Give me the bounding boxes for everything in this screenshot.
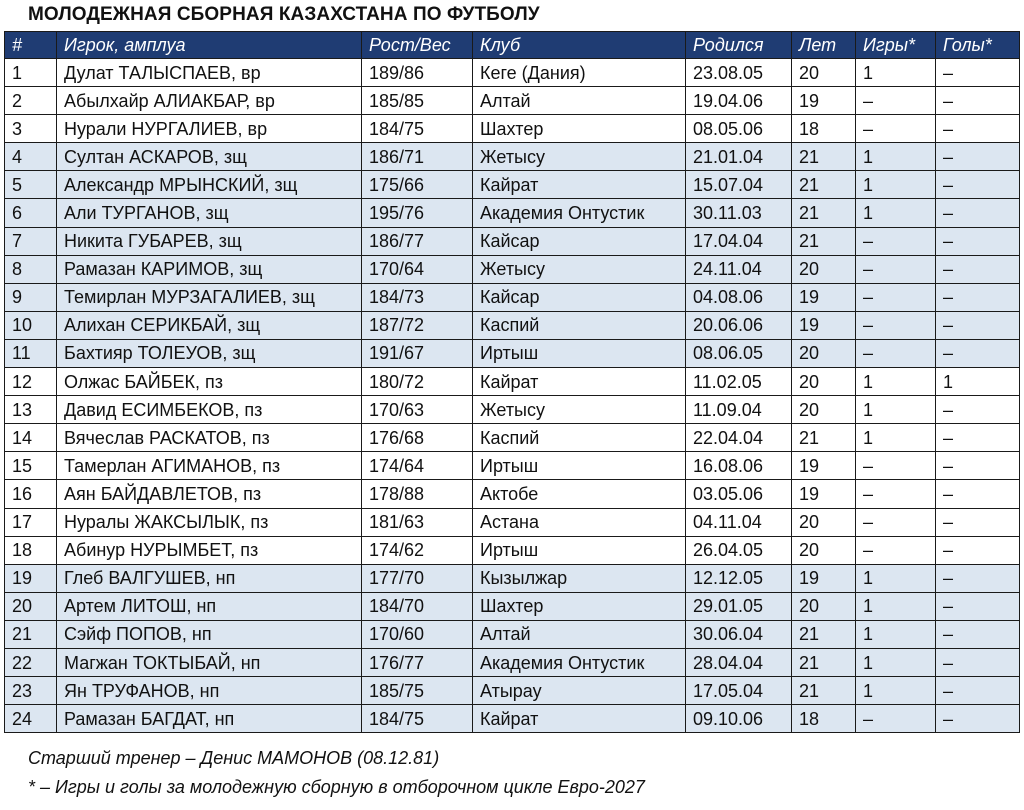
cell-born: 24.11.04 [686, 255, 792, 283]
table-row [5, 59, 1020, 87]
cell-games: 1 [856, 396, 936, 424]
table-row [5, 115, 1020, 143]
cell-club: Кайрат [473, 368, 686, 396]
cell-born: 04.08.06 [686, 283, 792, 311]
cell-number: 23 [5, 677, 57, 705]
cell-height-weight: 184/70 [362, 592, 473, 620]
cell-number: 20 [5, 592, 57, 620]
cell-games: 1 [856, 592, 936, 620]
cell-goals: – [936, 620, 1020, 648]
cell-number: 2 [5, 87, 57, 115]
table-row [5, 368, 1020, 396]
cell-games: – [856, 339, 936, 367]
cell-player: Вячеслав РАСКАТОВ, пз [57, 424, 362, 452]
table-row [5, 480, 1020, 508]
cell-age: 19 [792, 311, 856, 339]
cell-goals: – [936, 283, 1020, 311]
table-row [5, 311, 1020, 339]
cell-goals: – [936, 115, 1020, 143]
cell-player: Глеб ВАЛГУШЕВ, нп [57, 564, 362, 592]
table-row [5, 564, 1020, 592]
cell-games: – [856, 115, 936, 143]
cell-goals: – [936, 564, 1020, 592]
cell-age: 20 [792, 396, 856, 424]
head-coach-note: Старший тренер – Денис МАМОНОВ (08.12.81) [28, 748, 440, 768]
table-row [5, 508, 1020, 536]
cell-player: Рамазан БАГДАТ, нп [57, 705, 362, 733]
table-row [5, 396, 1020, 424]
cell-player: Султан АСКАРОВ, зщ [57, 143, 362, 171]
cell-games: – [856, 480, 936, 508]
cell-height-weight: 185/75 [362, 677, 473, 705]
cell-number: 18 [5, 536, 57, 564]
cell-height-weight: 170/63 [362, 396, 473, 424]
cell-height-weight: 181/63 [362, 508, 473, 536]
table-row [5, 199, 1020, 227]
cell-player: Нуралы ЖАКСЫЛЫК, пз [57, 508, 362, 536]
cell-height-weight: 186/77 [362, 227, 473, 255]
cell-number: 3 [5, 115, 57, 143]
cell-club: Каспий [473, 424, 686, 452]
cell-age: 21 [792, 143, 856, 171]
cell-born: 17.05.04 [686, 677, 792, 705]
column-header-age: Лет [792, 32, 856, 59]
cell-born: 09.10.06 [686, 705, 792, 733]
cell-player: Темирлан МУРЗАГАЛИЕВ, зщ [57, 283, 362, 311]
cell-games: 1 [856, 648, 936, 676]
cell-age: 20 [792, 508, 856, 536]
cell-age: 21 [792, 620, 856, 648]
cell-player: Нурали НУРГАЛИЕВ, вр [57, 115, 362, 143]
cell-club: Кайрат [473, 705, 686, 733]
cell-height-weight: 184/73 [362, 283, 473, 311]
cell-goals: – [936, 59, 1020, 87]
cell-player: Никита ГУБАРЕВ, зщ [57, 227, 362, 255]
cell-player: Абылхайр АЛИАКБАР, вр [57, 87, 362, 115]
cell-games: – [856, 283, 936, 311]
cell-goals: – [936, 705, 1020, 733]
cell-player: Дулат ТАЛЫСПАЕВ, вр [57, 59, 362, 87]
cell-goals: – [936, 592, 1020, 620]
cell-height-weight: 195/76 [362, 199, 473, 227]
cell-number: 4 [5, 143, 57, 171]
cell-games: 1 [856, 368, 936, 396]
cell-goals: – [936, 648, 1020, 676]
cell-goals: – [936, 536, 1020, 564]
roster-body [5, 59, 1020, 733]
footnote: * – Игры и голы за молодежную сборную в отборочном цикле Евро-2027 [28, 777, 645, 797]
cell-player: Сэйф ПОПОВ, нп [57, 620, 362, 648]
cell-height-weight: 174/62 [362, 536, 473, 564]
table-row [5, 227, 1020, 255]
cell-player: Тамерлан АГИМАНОВ, пз [57, 452, 362, 480]
column-header-club: Клуб [473, 32, 686, 59]
cell-number: 15 [5, 452, 57, 480]
cell-club: Астана [473, 508, 686, 536]
cell-club: Шахтер [473, 592, 686, 620]
cell-born: 12.12.05 [686, 564, 792, 592]
cell-club: Кызылжар [473, 564, 686, 592]
cell-born: 04.11.04 [686, 508, 792, 536]
cell-height-weight: 170/64 [362, 255, 473, 283]
cell-age: 20 [792, 255, 856, 283]
cell-club: Кайсар [473, 227, 686, 255]
cell-number: 9 [5, 283, 57, 311]
table-row [5, 283, 1020, 311]
column-header-player: Игрок, амплуа [57, 32, 362, 59]
cell-player: Магжан ТОКТЫБАЙ, нп [57, 648, 362, 676]
cell-club: Жетысу [473, 143, 686, 171]
cell-age: 21 [792, 677, 856, 705]
cell-goals: – [936, 339, 1020, 367]
cell-age: 18 [792, 115, 856, 143]
cell-height-weight: 177/70 [362, 564, 473, 592]
cell-number: 5 [5, 171, 57, 199]
table-row [5, 677, 1020, 705]
cell-games: 1 [856, 677, 936, 705]
column-header-born: Родился [686, 32, 792, 59]
cell-player: Абинур НУРЫМБЕТ, пз [57, 536, 362, 564]
table-row [5, 255, 1020, 283]
cell-games: 1 [856, 59, 936, 87]
cell-age: 19 [792, 452, 856, 480]
cell-player: Аян БАЙДАВЛЕТОВ, пз [57, 480, 362, 508]
cell-player: Олжас БАЙБЕК, пз [57, 368, 362, 396]
cell-age: 20 [792, 368, 856, 396]
cell-club: Кайрат [473, 171, 686, 199]
cell-born: 28.04.04 [686, 648, 792, 676]
cell-goals: – [936, 255, 1020, 283]
cell-height-weight: 191/67 [362, 339, 473, 367]
cell-age: 21 [792, 424, 856, 452]
cell-games: – [856, 508, 936, 536]
cell-number: 16 [5, 480, 57, 508]
cell-games: 1 [856, 171, 936, 199]
cell-age: 18 [792, 705, 856, 733]
cell-number: 21 [5, 620, 57, 648]
cell-club: Академия Онтустик [473, 199, 686, 227]
cell-born: 11.09.04 [686, 396, 792, 424]
cell-age: 19 [792, 283, 856, 311]
table-row [5, 143, 1020, 171]
cell-age: 20 [792, 592, 856, 620]
cell-games: – [856, 705, 936, 733]
cell-club: Иртыш [473, 536, 686, 564]
table-row [5, 592, 1020, 620]
cell-born: 22.04.04 [686, 424, 792, 452]
cell-age: 21 [792, 648, 856, 676]
cell-number: 6 [5, 199, 57, 227]
cell-player: Ян ТРУФАНОВ, нп [57, 677, 362, 705]
cell-games: – [856, 311, 936, 339]
cell-club: Академия Онтустик [473, 648, 686, 676]
cell-age: 21 [792, 171, 856, 199]
roster-table [4, 31, 1020, 733]
cell-goals: – [936, 508, 1020, 536]
cell-born: 08.05.06 [686, 115, 792, 143]
cell-games: 1 [856, 564, 936, 592]
cell-player: Рамазан КАРИМОВ, зщ [57, 255, 362, 283]
cell-club: Актобе [473, 480, 686, 508]
cell-goals: – [936, 424, 1020, 452]
cell-born: 11.02.05 [686, 368, 792, 396]
cell-club: Кеге (Дания) [473, 59, 686, 87]
cell-born: 17.04.04 [686, 227, 792, 255]
cell-goals: – [936, 480, 1020, 508]
cell-number: 14 [5, 424, 57, 452]
cell-games: 1 [856, 424, 936, 452]
table-header-row [5, 32, 1020, 59]
cell-games: – [856, 227, 936, 255]
cell-club: Кайсар [473, 283, 686, 311]
cell-club: Атырау [473, 677, 686, 705]
cell-goals: – [936, 311, 1020, 339]
cell-player: Бахтияр ТОЛЕУОВ, зщ [57, 339, 362, 367]
cell-height-weight: 178/88 [362, 480, 473, 508]
cell-games: 1 [856, 143, 936, 171]
cell-born: 15.07.04 [686, 171, 792, 199]
cell-height-weight: 186/71 [362, 143, 473, 171]
cell-number: 19 [5, 564, 57, 592]
cell-goals: – [936, 452, 1020, 480]
cell-games: – [856, 87, 936, 115]
cell-age: 19 [792, 87, 856, 115]
cell-born: 16.08.06 [686, 452, 792, 480]
table-row [5, 705, 1020, 733]
cell-games: – [856, 255, 936, 283]
cell-goals: – [936, 677, 1020, 705]
cell-number: 12 [5, 368, 57, 396]
cell-born: 30.06.04 [686, 620, 792, 648]
cell-number: 22 [5, 648, 57, 676]
cell-number: 1 [5, 59, 57, 87]
cell-club: Каспий [473, 311, 686, 339]
cell-born: 03.05.06 [686, 480, 792, 508]
cell-born: 30.11.03 [686, 199, 792, 227]
cell-height-weight: 180/72 [362, 368, 473, 396]
cell-number: 10 [5, 311, 57, 339]
cell-number: 24 [5, 705, 57, 733]
cell-player: Алихан СЕРИКБАЙ, зщ [57, 311, 362, 339]
cell-height-weight: 170/60 [362, 620, 473, 648]
cell-goals: 1 [936, 368, 1020, 396]
table-row [5, 648, 1020, 676]
table-row [5, 536, 1020, 564]
cell-games: 1 [856, 620, 936, 648]
cell-player: Али ТУРГАНОВ, зщ [57, 199, 362, 227]
cell-games: 1 [856, 199, 936, 227]
cell-number: 11 [5, 339, 57, 367]
table-row [5, 171, 1020, 199]
cell-age: 20 [792, 536, 856, 564]
cell-number: 17 [5, 508, 57, 536]
cell-games: – [856, 452, 936, 480]
cell-age: 19 [792, 564, 856, 592]
cell-born: 26.04.05 [686, 536, 792, 564]
cell-born: 20.06.06 [686, 311, 792, 339]
cell-age: 21 [792, 199, 856, 227]
table-row [5, 339, 1020, 367]
cell-age: 19 [792, 480, 856, 508]
table-row [5, 452, 1020, 480]
cell-age: 20 [792, 339, 856, 367]
cell-born: 21.01.04 [686, 143, 792, 171]
cell-number: 13 [5, 396, 57, 424]
page-title: МОЛОДЕЖНАЯ СБОРНАЯ КАЗАХСТАНА ПО ФУТБОЛУ [28, 4, 540, 25]
table-row [5, 87, 1020, 115]
cell-player: Давид ЕСИМБЕКОВ, пз [57, 396, 362, 424]
cell-born: 23.08.05 [686, 59, 792, 87]
cell-club: Жетысу [473, 396, 686, 424]
cell-player: Александр МРЫНСКИЙ, зщ [57, 171, 362, 199]
cell-born: 08.06.05 [686, 339, 792, 367]
cell-height-weight: 176/68 [362, 424, 473, 452]
cell-club: Жетысу [473, 255, 686, 283]
cell-age: 21 [792, 227, 856, 255]
column-header-height-weight: Рост/Вес [362, 32, 473, 59]
cell-goals: – [936, 171, 1020, 199]
cell-goals: – [936, 143, 1020, 171]
table-row [5, 424, 1020, 452]
cell-born: 19.04.06 [686, 87, 792, 115]
cell-club: Шахтер [473, 115, 686, 143]
cell-height-weight: 174/64 [362, 452, 473, 480]
cell-height-weight: 189/86 [362, 59, 473, 87]
cell-club: Алтай [473, 620, 686, 648]
cell-height-weight: 184/75 [362, 115, 473, 143]
cell-born: 29.01.05 [686, 592, 792, 620]
cell-goals: – [936, 396, 1020, 424]
cell-goals: – [936, 227, 1020, 255]
cell-height-weight: 185/85 [362, 87, 473, 115]
table-row [5, 620, 1020, 648]
cell-goals: – [936, 87, 1020, 115]
cell-goals: – [936, 199, 1020, 227]
cell-player: Артем ЛИТОШ, нп [57, 592, 362, 620]
cell-club: Иртыш [473, 339, 686, 367]
cell-number: 8 [5, 255, 57, 283]
cell-club: Иртыш [473, 452, 686, 480]
column-header-number: # [5, 32, 57, 59]
column-header-goals: Голы* [936, 32, 1020, 59]
cell-games: – [856, 536, 936, 564]
cell-height-weight: 176/77 [362, 648, 473, 676]
cell-height-weight: 187/72 [362, 311, 473, 339]
cell-club: Алтай [473, 87, 686, 115]
cell-number: 7 [5, 227, 57, 255]
cell-age: 20 [792, 59, 856, 87]
cell-height-weight: 184/75 [362, 705, 473, 733]
column-header-games: Игры* [856, 32, 936, 59]
cell-height-weight: 175/66 [362, 171, 473, 199]
